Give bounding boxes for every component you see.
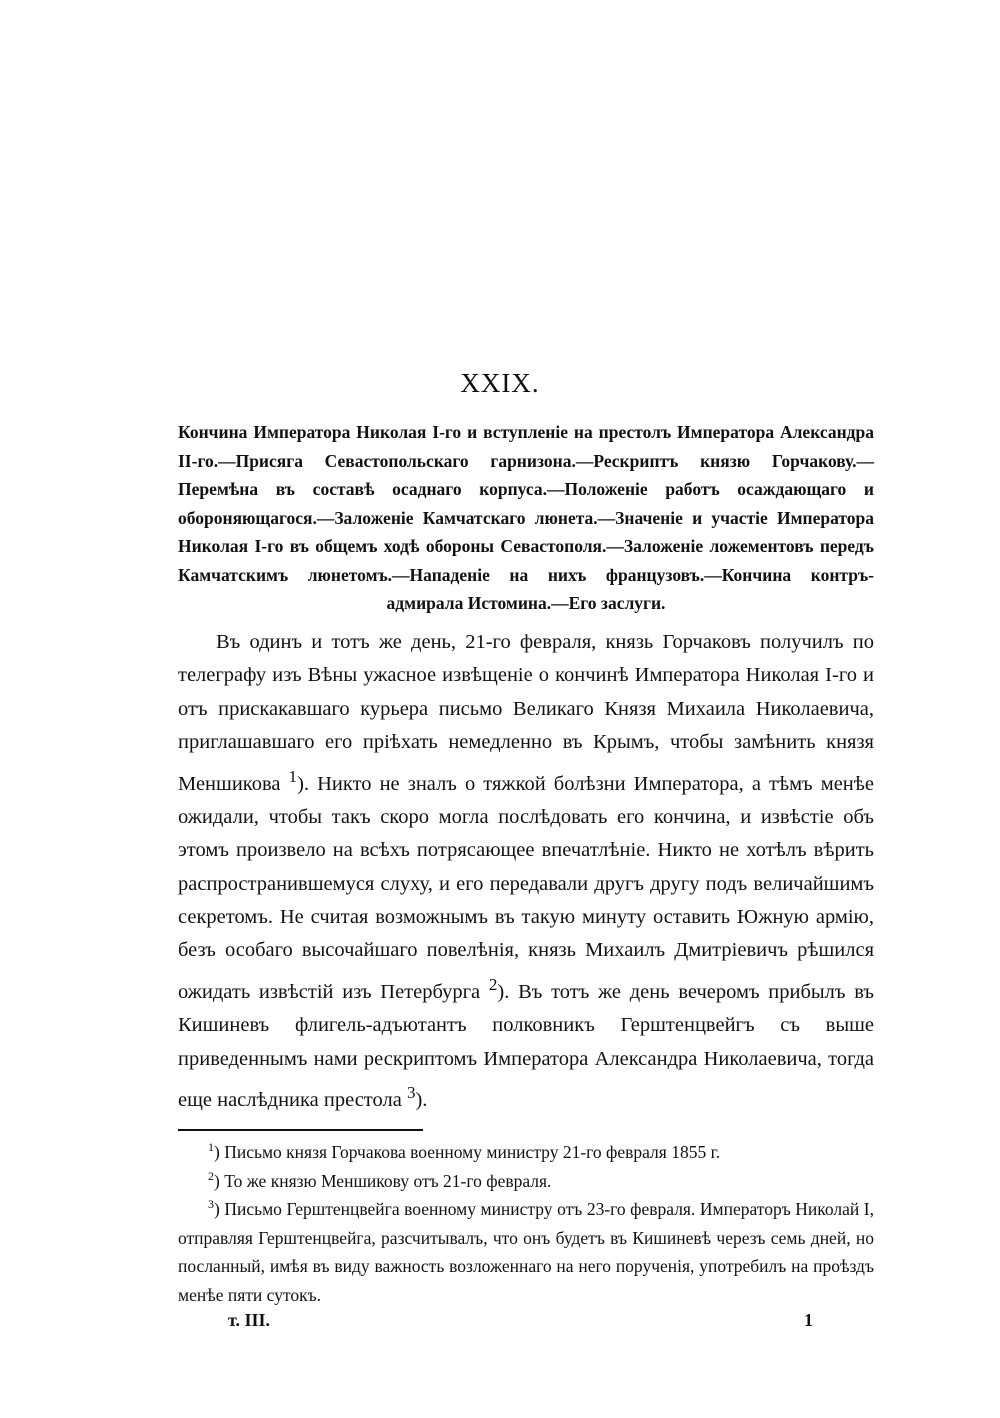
footnote-ref-1: 1 (288, 766, 298, 786)
footnote-1 (178, 1138, 874, 1167)
footnote-ref-2: 2 (488, 974, 498, 994)
footnote-marker: 2 (208, 1168, 214, 1183)
footnote-text: ) Письмо Герштенцвейга военному министру отъ 23-го февраля. Императоръ Николай I, отправляя Герштенцвейга, разсчитывалъ, что онъ будетъ въ Кишиневѣ черезъ семь дней, но посланный, имѣя въ виду важность возложеннаго на него порученія, употребилъ на проѣздъ менѣе пяти сутокъ. (178, 1199, 874, 1305)
footnote-marker: 3 (208, 1197, 214, 1212)
chapter-summary: Кончина Императора Николая I-го и вступленіе на престолъ Императора Александра II-го.—Присяга Севастопольскаго гарнизона.—Рескриптъ князю Горчакову.—Перемѣна въ составѣ осаднаго корпуса.—Положеніе работъ осаждающаго и обороняющагося.—Заложеніе Камчатскаго люнета.—Значеніе и участіе Императора Николая I-го въ общемъ ходѣ обороны Севастополя.—Заложеніе ложементовъ передъ Камчатскимъ люнетомъ.—Нападеніе на нихъ французовъ.—Кончина контръ-адмирала Истомина.—Его заслуги. (178, 422, 874, 613)
body-text-part-2: ). Никто не зналъ о тяжкой болѣзни Императора, а тѣмъ менѣе ожидали, чтобы такъ скоро могла послѣдовать его кончина, и извѣстіе объ этомъ произвело на всѣхъ потрясающее впечатлѣніе. Никто не хотѣлъ вѣрить распространившемуся слуху, и его передавали другъ другу подъ величайшимъ секретомъ. Не считая возможнымъ въ такую минуту оставить Южную армію, безъ особаго высочайшаго повелѣнія, князь Михаилъ Дмитріевичъ рѣшился ожидать извѣстій изъ Петербурга (178, 772, 874, 1003)
body-text-end: ). (415, 1088, 428, 1111)
volume-mark: т. III. (228, 1310, 271, 1330)
body-text-part-1: Въ одинъ и тотъ же день, 21-го февраля, князь Горчаковъ получилъ по телеграфу изъ Вѣны ужасное извѣщеніе о кончинѣ Императора Николая I-го и отъ прискакавшаго курьера письмо Великаго Князя Михаила Николаевича, приглашавшаго его пріѣхать немедленно въ Крымъ, чтобы замѣнить князя Меншикова (178, 631, 874, 795)
footnote-text: ) То же князю Меншикову отъ 21-го февраля. (214, 1170, 552, 1191)
footnote-ref-3: 3 (406, 1082, 416, 1102)
body-text-part-3: ). Въ тотъ же день вечеромъ прибылъ въ Кишиневъ флигель-адъютантъ полковникъ Герштенцвейгъ съ выше приведеннымъ нами рескриптомъ Императора Александра Николаевича, тогда еще наслѣдника престола (178, 980, 875, 1111)
footnotes (178, 1138, 874, 1309)
footnote-text: ) Письмо князя Горчакова военному министру 21-го февраля 1855 г. (214, 1142, 721, 1162)
signature-mark: 1 (804, 1310, 813, 1330)
chapter-number: XXIX. (460, 368, 540, 398)
body-paragraph (178, 626, 874, 1117)
footnote-marker: 1 (208, 1140, 214, 1155)
footnote-separator (178, 1129, 423, 1131)
footnote-2 (178, 1167, 874, 1196)
footnote-3 (178, 1195, 874, 1309)
